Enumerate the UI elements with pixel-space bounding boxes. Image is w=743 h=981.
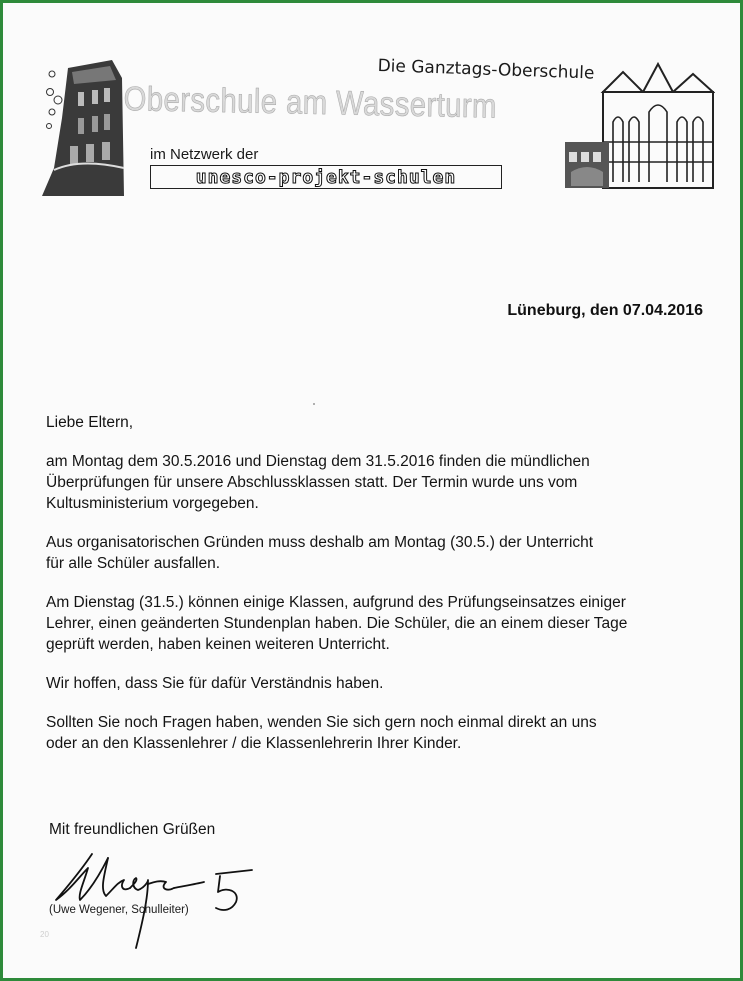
paragraph-exams: am Montag dem 30.5.2016 und Dienstag dem 31.5.2016 finden die mündlichen Überprüfungen für unsere Abschlussklassen statt. Der Termin wurde uns vom Kultusministerium vorgegeben. (46, 453, 590, 512)
school-subtitle: Die Ganztags-Oberschule (377, 56, 595, 84)
water-tower-icon (40, 58, 130, 196)
salutation: Liebe Eltern, (46, 414, 134, 431)
paragraph-understanding: Wir hoffen, dass Sie für dafür Verständnis haben. (46, 675, 384, 692)
letter-date: Lüneburg, den 07.04.2016 (507, 302, 703, 319)
signature (44, 836, 264, 956)
gothic-building-icon (563, 62, 715, 190)
scan-speck (313, 403, 315, 405)
school-name: Oberschule am Wasserturm (123, 80, 498, 126)
page-mark: 20 (40, 930, 49, 939)
network-name: unesco-projekt-schulen (195, 166, 457, 188)
network-name-box (150, 165, 502, 189)
letter-body (46, 412, 706, 754)
paragraph-questions: Sollten Sie noch Fragen haben, wenden Sie sich gern noch einmal direkt an uns oder an den Klassenlehrer / die Klassenlehrerin Ihrer Kinder. (46, 714, 597, 752)
paragraph-monday: Aus organisatorischen Gründen muss deshalb am Montag (30.5.) der Unterricht für alle Schüler ausfallen. (46, 534, 594, 572)
network-intro: im Netzwerk der (150, 146, 259, 163)
closing-phrase: Mit freundlichen Grüßen (49, 821, 216, 838)
paragraph-tuesday: Am Dienstag (31.5.) können einige Klassen, aufgrund des Prüfungseinsatzes einiger Lehrer, einen geänderten Stundenplan haben. Die Schüler, die an einem dieser Tage geprüft werden, haben keinen weiteren Unterricht. (46, 594, 628, 653)
signer-name: (Uwe Wegener, Schulleiter) (49, 904, 189, 916)
